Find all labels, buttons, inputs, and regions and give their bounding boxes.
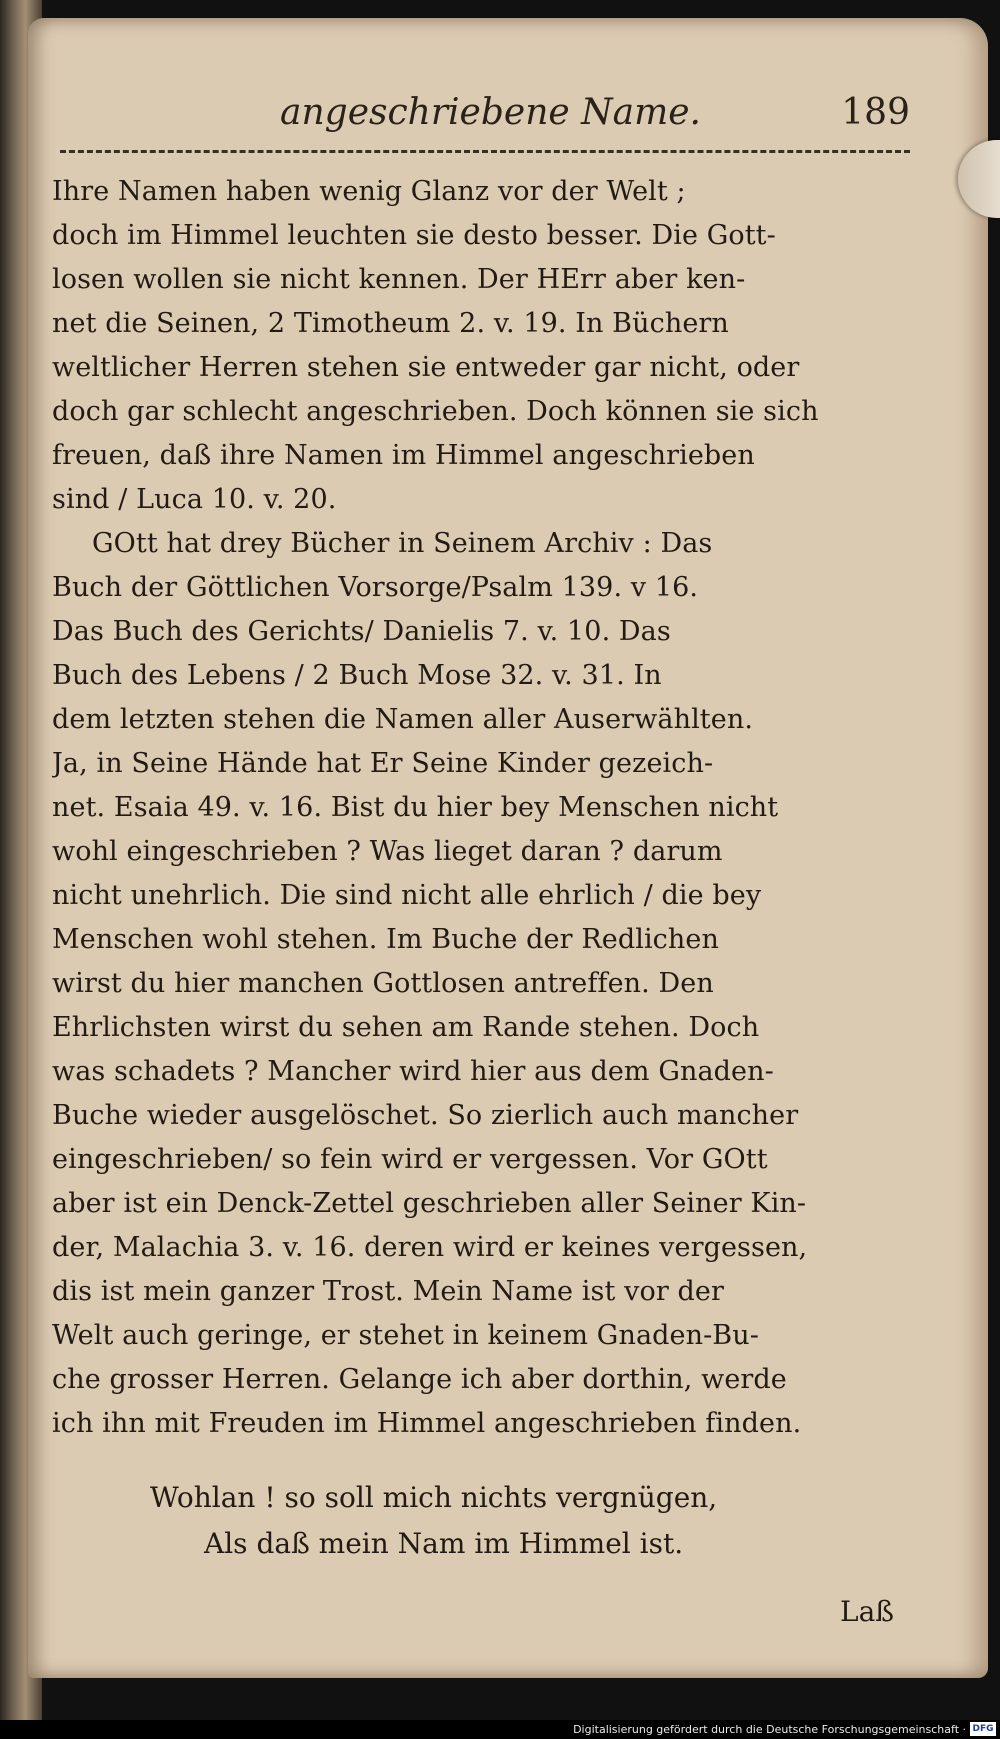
text-line: freuen, daß ihre Namen im Himmel angeschrieben bbox=[52, 440, 755, 471]
text-line: net. Esaia 49. v. 16. Bist du hier bey Menschen nicht bbox=[52, 792, 779, 823]
verse bbox=[150, 1475, 750, 1567]
text-line: losen wollen sie nicht kennen. Der HErr aber ken- bbox=[52, 264, 746, 295]
header-rule bbox=[60, 150, 910, 153]
text-line: Ehrlichsten wirst du sehen am Rande stehen. Doch bbox=[52, 1012, 760, 1043]
text-line: sind / Luca 10. v. 20. bbox=[52, 484, 337, 515]
text-line: ich ihn mit Freuden im Himmel angeschrieben finden. bbox=[52, 1408, 802, 1439]
verse-line: Wohlan ! so soll mich nichts vergnügen, bbox=[150, 1481, 718, 1514]
dfg-logo: DFG bbox=[970, 1722, 996, 1736]
text-line: Menschen wohl stehen. Im Buche der Redlichen bbox=[52, 924, 719, 955]
text-line: doch im Himmel leuchten sie desto besser. Die Gott- bbox=[52, 220, 776, 251]
text-line: doch gar schlecht angeschrieben. Doch können sie sich bbox=[52, 396, 819, 427]
catchword: Laß bbox=[840, 1595, 894, 1628]
text-line: dis ist mein ganzer Trost. Mein Name ist vor der bbox=[52, 1276, 724, 1307]
text-line: che grosser Herren. Gelange ich aber dorthin, werde bbox=[52, 1364, 787, 1395]
running-head: angeschriebene Name. bbox=[280, 92, 701, 133]
page-header bbox=[60, 92, 910, 132]
verse-line: Als daß mein Nam im Himmel ist. bbox=[204, 1527, 684, 1560]
text-line: Welt auch geringe, er stehet in keinem Gnaden-Bu- bbox=[52, 1320, 759, 1351]
text-line: Buche wieder ausgelöschet. So zierlich auch mancher bbox=[52, 1100, 799, 1131]
text-line: Buch der Göttlichen Vorsorge/Psalm 139. v 16. bbox=[52, 572, 699, 603]
text-line: net die Seinen, 2 Timotheum 2. v. 19. In Büchern bbox=[52, 308, 729, 339]
text-line: Ja, in Seine Hände hat Er Seine Kinder gezeich- bbox=[52, 748, 714, 779]
body-text bbox=[52, 170, 908, 1446]
text-line: Ihre Namen haben wenig Glanz vor der Welt ; bbox=[52, 176, 686, 207]
text-line: aber ist ein Denck-Zettel geschrieben aller Seiner Kin- bbox=[52, 1188, 807, 1219]
text-line: wirst du hier manchen Gottlosen antreffen. Den bbox=[52, 968, 714, 999]
text-line: der, Malachia 3. v. 16. deren wird er keines vergessen, bbox=[52, 1232, 808, 1263]
digitization-credit: Digitalisierung gefördert durch die Deutsche Forschungsgemeinschaft · bbox=[573, 1723, 966, 1736]
page-number: 189 bbox=[841, 92, 910, 133]
text-line: eingeschrieben/ so fein wird er vergessen. Vor GOtt bbox=[52, 1144, 768, 1175]
text-line: was schadets ? Mancher wird hier aus dem Gnaden- bbox=[52, 1056, 774, 1087]
text-line: nicht unehrlich. Die sind nicht alle ehrlich / die bey bbox=[52, 880, 762, 911]
text-line: weltlicher Herren stehen sie entweder gar nicht, oder bbox=[52, 352, 800, 383]
text-line: dem letzten stehen die Namen aller Auserwählten. bbox=[52, 704, 754, 735]
text-line: wohl eingeschrieben ? Was lieget daran ? darum bbox=[52, 836, 723, 867]
text-line: Buch des Lebens / 2 Buch Mose 32. v. 31. In bbox=[52, 660, 662, 691]
text-line: GOtt hat drey Bücher in Seinem Archiv : Das bbox=[92, 528, 713, 559]
text-line: Das Buch des Gerichts/ Danielis 7. v. 10. Das bbox=[52, 616, 671, 647]
